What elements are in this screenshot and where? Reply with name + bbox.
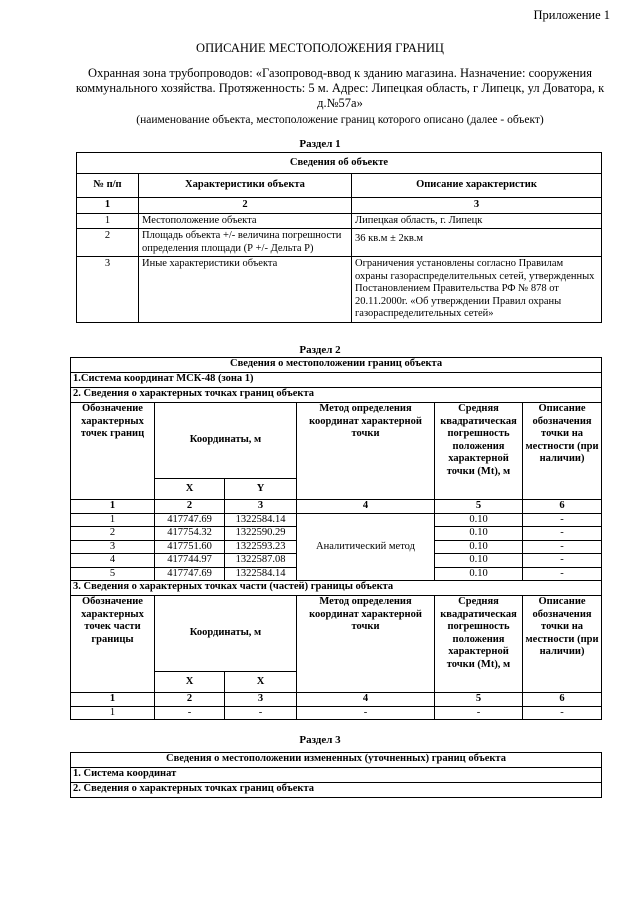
characteristic-value: Липецкая область, г. Липецк: [352, 213, 602, 229]
column-header: Координаты, м: [155, 403, 297, 479]
column-header: Описание характеристик: [352, 174, 602, 198]
column-number: 5: [435, 693, 523, 707]
table-row: [77, 229, 602, 257]
changed-boundary-table: [70, 752, 602, 798]
column-number: 6: [523, 500, 602, 514]
column-header: Метод определения координат характерной точки: [297, 596, 435, 693]
column-header: № п/п: [77, 174, 139, 198]
row-number: 3: [77, 257, 139, 323]
column-number: 2: [139, 198, 352, 214]
point-number: 2: [71, 527, 155, 541]
point-error: 0.10: [435, 527, 523, 541]
appendix-label: Приложение 1: [533, 8, 610, 22]
column-header: Средняя квадратическая погрешность положения характерной точки (Mt), м: [435, 596, 523, 693]
point-x: 417744.97: [155, 554, 225, 568]
point-description: -: [523, 567, 602, 581]
point-error: -: [435, 706, 523, 720]
column-header: Обозначение характерных точек границ: [71, 403, 155, 500]
point-x: 417747.69: [155, 567, 225, 581]
point-y: 1322590.29: [225, 527, 297, 541]
point-x: -: [155, 706, 225, 720]
point-y: -: [225, 706, 297, 720]
point-x: 417751.60: [155, 540, 225, 554]
table-row: [71, 706, 602, 720]
column-header: Средняя квадратическая погрешность положения характерной точки (Mt), м: [435, 403, 523, 500]
column-number: 6: [523, 693, 602, 707]
object-info-table: [76, 152, 602, 323]
point-number: 1: [71, 706, 155, 720]
column-header-x: X: [155, 672, 225, 693]
column-header: Метод определения координат характерной точки: [297, 403, 435, 500]
point-description: -: [523, 513, 602, 527]
section3-heading: Раздел 3: [299, 734, 341, 746]
point-x: 417747.69: [155, 513, 225, 527]
point-error: 0.10: [435, 567, 523, 581]
column-header-x2: X: [225, 672, 297, 693]
coordinate-system: 1.Система координат МСК-48 (зона 1): [71, 373, 602, 388]
column-number: 1: [77, 198, 139, 214]
coordinate-system: 1. Система координат: [71, 768, 602, 783]
point-description: -: [523, 527, 602, 541]
point-y: 1322593.23: [225, 540, 297, 554]
table-caption: Сведения о местоположении измененных (уточненных) границ объекта: [71, 753, 602, 768]
point-number: 3: [71, 540, 155, 554]
object-note: (наименование объекта, местоположение границ которого описано (далее - объект): [136, 114, 544, 126]
column-number: 3: [225, 500, 297, 514]
document-title: ОПИСАНИЕ МЕСТОПОЛОЖЕНИЯ ГРАНИЦ: [196, 41, 444, 55]
characteristic-value: 36 кв.м ± 2кв.м: [352, 229, 602, 257]
column-header-y: Y: [225, 479, 297, 500]
column-header: Координаты, м: [155, 596, 297, 672]
point-number: 1: [71, 513, 155, 527]
method-cell: Аналитический метод: [297, 513, 435, 581]
method-cell: -: [297, 706, 435, 720]
column-header: Характеристики объекта: [139, 174, 352, 198]
column-number: 2: [155, 500, 225, 514]
table-row: [77, 213, 602, 229]
column-header: Описание обозначения точки на местности (при наличии): [523, 596, 602, 693]
column-header: Обозначение характерных точек части границы: [71, 596, 155, 693]
column-header: Описание обозначения точки на местности (при наличии): [523, 403, 602, 500]
point-error: 0.10: [435, 513, 523, 527]
column-number: 1: [71, 693, 155, 707]
object-description: Охранная зона трубопроводов: «Газопровод-ввод к зданию магазина. Назначение: сооружения коммунального хозяйства. Протяженность: 5 м. Адрес: Липецкая область, г Липецк, ул Доватора, к д.№57а»: [75, 66, 605, 110]
characteristic-name: Иные характеристики объекта: [139, 257, 352, 323]
characteristic-value: Ограничения установлены согласно Правилам охраны газораспределительных сетей, утвержденных Постановлением Правительства РФ № 878 от 20.11.2000г. «Об утверждении Правил охраны газораспределительных сетей»: [352, 257, 602, 323]
point-error: 0.10: [435, 554, 523, 568]
column-number: 4: [297, 500, 435, 514]
column-number: 3: [352, 198, 602, 214]
row-number: 1: [77, 213, 139, 229]
column-number: 1: [71, 500, 155, 514]
characteristic-name: Местоположение объекта: [139, 213, 352, 229]
section2-heading: Раздел 2: [299, 344, 341, 356]
points-section-title: 2. Сведения о характерных точках границ объекта: [71, 783, 602, 798]
table-row: [71, 513, 602, 527]
column-number: 2: [155, 693, 225, 707]
column-number: 3: [225, 693, 297, 707]
point-description: -: [523, 554, 602, 568]
point-y: 1322584.14: [225, 567, 297, 581]
column-number: 4: [297, 693, 435, 707]
column-header-x: X: [155, 479, 225, 500]
table-caption: Сведения о местоположении границ объекта: [71, 358, 602, 373]
point-error: 0.10: [435, 540, 523, 554]
point-description: -: [523, 706, 602, 720]
point-y: 1322587.08: [225, 554, 297, 568]
point-description: -: [523, 540, 602, 554]
point-number: 4: [71, 554, 155, 568]
points-section-title: 2. Сведения о характерных точках границ объекта: [71, 388, 602, 403]
table-caption: Сведения об объекте: [77, 153, 602, 174]
column-number: 5: [435, 500, 523, 514]
point-number: 5: [71, 567, 155, 581]
table-row: [77, 257, 602, 323]
characteristic-name: Площадь объекта +/- величина погрешности определения площади (Р +/- Дельта Р): [139, 229, 352, 257]
boundary-points-table: [70, 357, 602, 720]
section1-heading: Раздел 1: [299, 138, 341, 150]
point-y: 1322584.14: [225, 513, 297, 527]
point-x: 417754.32: [155, 527, 225, 541]
row-number: 2: [77, 229, 139, 257]
part-points-section-title: 3. Сведения о характерных точках части (частей) границы объекта: [71, 581, 602, 596]
